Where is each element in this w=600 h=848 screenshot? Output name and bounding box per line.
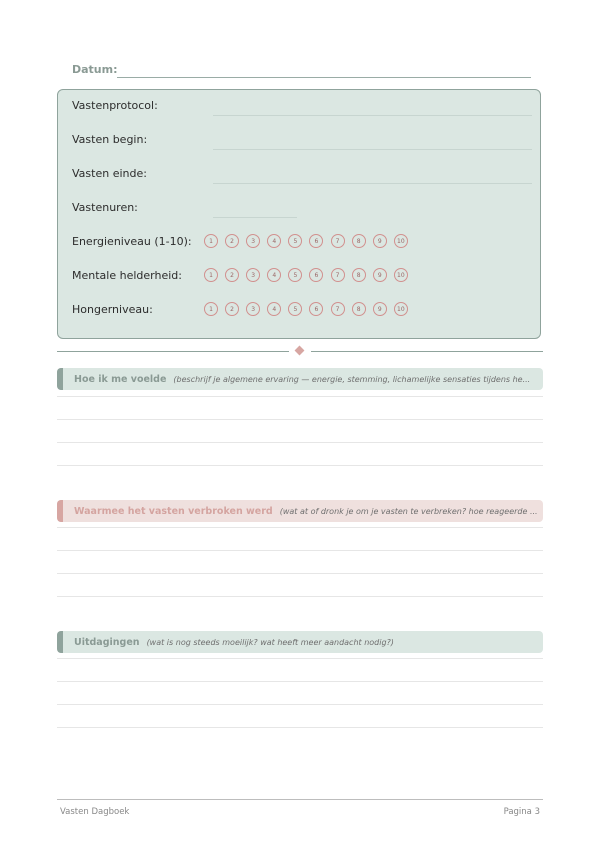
rating-circle-9[interactable]: 9 bbox=[373, 302, 387, 316]
section-title: Uitdagingen bbox=[74, 636, 140, 648]
divider-right bbox=[311, 351, 543, 352]
rating-circle-7[interactable]: 7 bbox=[331, 302, 345, 316]
date-label: Datum: bbox=[72, 63, 118, 76]
section-breakfast-header bbox=[57, 500, 543, 522]
writing-line[interactable] bbox=[57, 704, 543, 705]
section-accent-bar bbox=[57, 631, 63, 653]
writing-line[interactable] bbox=[57, 527, 543, 528]
writing-line[interactable] bbox=[57, 396, 543, 397]
rating-circle-6[interactable]: 6 bbox=[309, 234, 323, 248]
rating-circle-3[interactable]: 3 bbox=[246, 302, 260, 316]
writing-line[interactable] bbox=[57, 419, 543, 420]
rating-circle-4[interactable]: 4 bbox=[267, 268, 281, 282]
writing-line[interactable] bbox=[57, 465, 543, 466]
rating-circle-3[interactable]: 3 bbox=[246, 234, 260, 248]
writing-line[interactable] bbox=[57, 442, 543, 443]
writing-line[interactable] bbox=[57, 550, 543, 551]
protocol-input-line[interactable] bbox=[213, 115, 532, 116]
hunger-scale bbox=[204, 302, 408, 316]
start-input-line[interactable] bbox=[213, 149, 532, 150]
protocol-label: Vastenprotocol: bbox=[72, 99, 158, 112]
rating-circle-10[interactable]: 10 bbox=[394, 234, 408, 248]
hunger-label: Hongerniveau: bbox=[72, 303, 153, 316]
end-label: Vasten einde: bbox=[72, 167, 147, 180]
rating-circle-1[interactable]: 1 bbox=[204, 302, 218, 316]
section-hint: (wat is nog steeds moeilijk? wat heeft meer aandacht nodig?) bbox=[146, 637, 394, 647]
section-title: Hoe ik me voelde bbox=[74, 373, 167, 385]
writing-line[interactable] bbox=[57, 573, 543, 574]
rating-circle-8[interactable]: 8 bbox=[352, 302, 366, 316]
clarity-scale bbox=[204, 268, 408, 282]
writing-line[interactable] bbox=[57, 727, 543, 728]
rating-circle-10[interactable]: 10 bbox=[394, 302, 408, 316]
writing-line[interactable] bbox=[57, 596, 543, 597]
rating-circle-5[interactable]: 5 bbox=[288, 234, 302, 248]
rating-circle-7[interactable]: 7 bbox=[331, 268, 345, 282]
section-accent-bar bbox=[57, 368, 63, 390]
rating-circle-6[interactable]: 6 bbox=[309, 268, 323, 282]
rating-circle-9[interactable]: 9 bbox=[373, 234, 387, 248]
rating-circle-9[interactable]: 9 bbox=[373, 268, 387, 282]
rating-circle-2[interactable]: 2 bbox=[225, 268, 239, 282]
energy-label: Energieniveau (1-10): bbox=[72, 235, 192, 248]
hours-label: Vastenuren: bbox=[72, 201, 138, 214]
rating-circle-4[interactable]: 4 bbox=[267, 234, 281, 248]
rating-circle-3[interactable]: 3 bbox=[246, 268, 260, 282]
page-number: Pagina 3 bbox=[503, 807, 540, 817]
diamond-ornament-icon bbox=[295, 346, 305, 356]
rating-circle-8[interactable]: 8 bbox=[352, 268, 366, 282]
writing-line[interactable] bbox=[57, 658, 543, 659]
footer-divider bbox=[57, 799, 543, 800]
divider-left bbox=[57, 351, 289, 352]
rating-circle-6[interactable]: 6 bbox=[309, 302, 323, 316]
section-challenges-header bbox=[57, 631, 543, 653]
rating-circle-10[interactable]: 10 bbox=[394, 268, 408, 282]
section-hint: (wat at of dronk je om je vasten te verbreken? hoe reageerde ... bbox=[279, 506, 538, 516]
rating-circle-2[interactable]: 2 bbox=[225, 302, 239, 316]
clarity-label: Mentale helderheid: bbox=[72, 269, 182, 282]
section-accent-bar bbox=[57, 500, 63, 522]
rating-circle-1[interactable]: 1 bbox=[204, 234, 218, 248]
rating-circle-2[interactable]: 2 bbox=[225, 234, 239, 248]
energy-scale bbox=[204, 234, 408, 248]
section-title: Waarmee het vasten verbroken werd bbox=[74, 505, 273, 517]
writing-line[interactable] bbox=[57, 681, 543, 682]
rating-circle-5[interactable]: 5 bbox=[288, 302, 302, 316]
section-hint: (beschrijf je algemene ervaring — energie, stemming, lichamelijke sensaties tijdens he... bbox=[173, 374, 531, 384]
hours-input-line[interactable] bbox=[213, 217, 297, 218]
rating-circle-8[interactable]: 8 bbox=[352, 234, 366, 248]
protocol-box bbox=[57, 89, 541, 339]
rating-circle-1[interactable]: 1 bbox=[204, 268, 218, 282]
rating-circle-4[interactable]: 4 bbox=[267, 302, 281, 316]
footer-title: Vasten Dagboek bbox=[60, 807, 130, 817]
rating-circle-5[interactable]: 5 bbox=[288, 268, 302, 282]
start-label: Vasten begin: bbox=[72, 133, 148, 146]
section-feeling-header bbox=[57, 368, 543, 390]
rating-circle-7[interactable]: 7 bbox=[331, 234, 345, 248]
date-input-line[interactable] bbox=[117, 77, 531, 78]
end-input-line[interactable] bbox=[213, 183, 532, 184]
